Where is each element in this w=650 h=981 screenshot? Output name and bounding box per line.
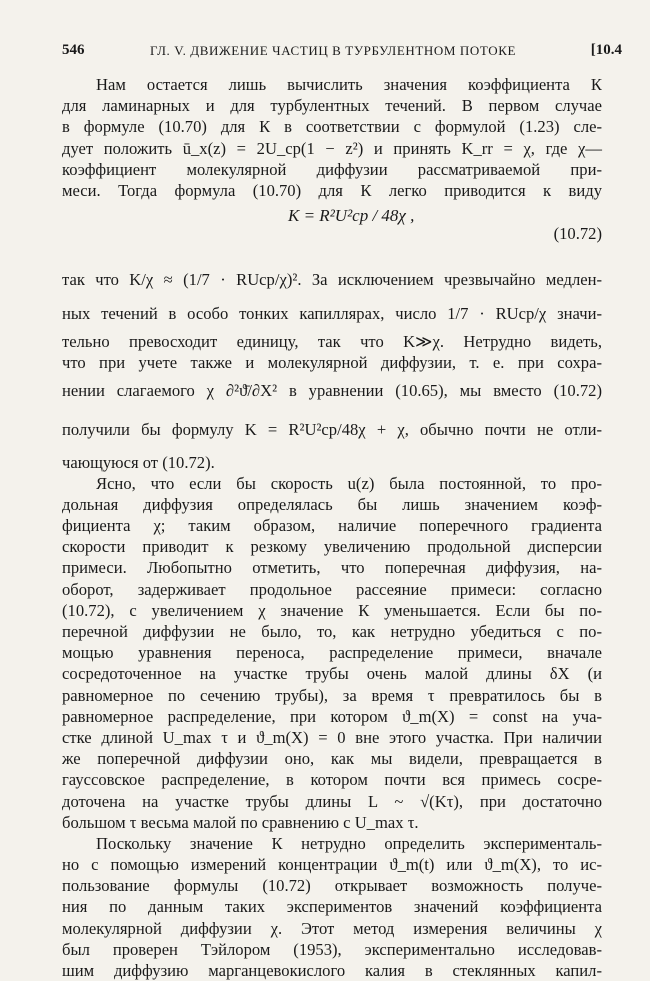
text-line: Ясно, что если бы скорость u(z) была постоянной, то про- [96,473,602,493]
text-line: стке длиной U_max τ и ϑ_m(X) = 0 вне этого участка. При наличии [62,727,602,747]
text-line: ния по данным таких экспериментов значений коэффициента [62,897,602,917]
text-line: меси. Тогда формула (10.70) для К легко приводится к виду [62,180,602,200]
paragraph-1 [62,74,602,201]
text-line: ных течений в особо тонких капиллярах, число 1/7 · RUср/χ значи- [62,304,602,324]
text-line: скорости приводит к резкому увеличению продольной дисперсии [62,537,602,557]
text-line: нении слагаемого χ ∂²ϑ̄/∂X² в уравнении (10.65), мы вместо (10.72) [62,380,602,400]
text-line: оборот, задерживает продольное рассеяние примеси: согласно [62,579,602,599]
text-line: большом τ весьма малой по сравнению с U_max τ. [62,812,419,832]
text-line: молекулярной диффузии χ. Этот метод измерения величины χ [62,918,602,938]
text-line: равномерное по сечению трубы), за время τ превратилось бы в [62,685,602,705]
text-line: тельно превосходит единицу, так что K≫χ. Нетрудно видеть, [62,332,602,352]
text-line: дует положить ū_x(z) = 2U_ср(1 − z²) и принять K_rr = χ, где χ— [62,138,602,158]
equation-formula: K = R²U²ср / 48χ , [288,206,415,226]
paragraph-2 [62,263,602,473]
text-line: так что K/χ ≈ (1/7 · RUср/χ)². За исключением чрезвычайно медлен- [62,270,602,290]
text-line: Нам остается лишь вычислить значения коэффициента К [96,75,602,94]
text-line: Поскольку значение К нетрудно определить эксперименталь- [96,833,602,853]
text-line: (10.72), с увеличением χ значение К уменьшается. Если бы по- [62,600,602,620]
text-line: но с помощью измерений концентрации ϑ_m(t) или ϑ_m(X), то ис- [62,855,602,875]
chapter-title: ГЛ. V. ДВИЖЕНИЕ ЧАСТИЦ В ТУРБУЛЕНТНОМ ПОТОКЕ [150,43,517,58]
text-line: что при учете также и молекулярной диффузии, т. е. при сохра- [62,353,602,373]
paragraph-4 [62,833,602,981]
paragraph-3 [62,473,602,833]
text-line: шим диффузию марганцевокислого калия в стеклянных капил- [62,961,602,980]
text-line: мощью уравнения переноса, распределение примеси, вначале [62,643,602,663]
text-line: сосредоточенное на участке трубы очень малой длины δX (и [62,664,602,684]
text-line: коэффициент молекулярной диффузии рассматриваемой при- [62,159,602,179]
text-line: дольная диффузия определялась бы лишь значением коэф- [62,494,602,514]
text-line: равномерное распределение, при котором ϑ_m(X) = const на уча- [62,706,602,726]
text-line: чающуюся от (10.72). [62,452,215,472]
page-number: 546 [62,42,85,58]
running-header [62,42,622,66]
text-line: гауссовское распределение, в котором почти вся примесь сосре- [62,770,602,790]
text-line: же поперечной диффузии оно, как мы видели, превращается в [62,749,602,769]
text-line: доточена на участке трубы длины L ~ √(Kτ), при достаточно [62,791,602,811]
text-line: получили бы формулу K = R²U²ср/48χ + χ, обычно почти не отли- [62,419,602,439]
text-line: для ламинарных и для турбулентных течений. В первом случае [62,96,602,116]
text-line: в формуле (10.70) для К в соответствии с формулой (1.23) сле- [62,117,602,137]
text-line: перечной диффузии не было, то, как нетрудно убедиться с по- [62,622,602,641]
section-number: [10.4 [590,42,622,58]
page-body [62,74,602,981]
text-line: был проверен Тэйлором (1953), экспериментально исследовав- [62,939,602,959]
display-equation [62,201,602,263]
equation-number: (10.72) [553,224,602,244]
text-line: примеси. Любопытно отметить, что поперечная диффузия, на- [62,558,602,578]
text-line: пользование формулы (10.72) открывает возможность получе- [62,876,602,896]
text-line: фициента χ; таким образом, наличие поперечного градиента [62,516,602,536]
